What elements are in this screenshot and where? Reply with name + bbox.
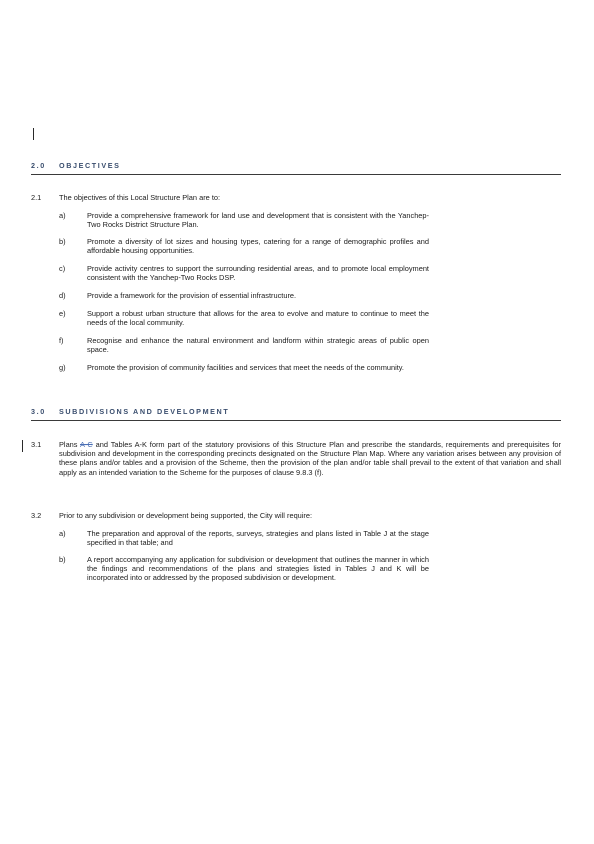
clause-2-1 <box>31 193 561 202</box>
item-label: b) <box>59 555 66 564</box>
list-item <box>59 336 429 354</box>
list-item <box>59 237 429 255</box>
clause-number: 2.1 <box>31 193 42 202</box>
clause-text: The objectives of this Local Structure Plan are to: <box>59 193 221 202</box>
item-text: The preparation and approval of the reports, surveys, strategies and plans listed in Table J at the stage specified in that table; and <box>87 529 429 548</box>
section-number: 3.0 <box>31 407 46 416</box>
section-number: 2.0 <box>31 161 46 170</box>
clause-3-2 <box>31 511 561 520</box>
item-text: Support a robust urban structure that allows for the area to evolve and mature to continue to meet the needs of the local community. <box>87 309 429 328</box>
item-text: Promote a diversity of lot sizes and housing types, catering for a range of demographic profiles and affordable housing opportunities. <box>87 237 429 256</box>
item-label: g) <box>59 363 66 372</box>
item-label: a) <box>59 529 66 538</box>
section-title: SUBDIVISIONS AND DEVELOPMENT <box>59 407 230 416</box>
item-label: e) <box>59 309 66 318</box>
list-item <box>59 555 429 583</box>
clause-text <box>59 440 561 477</box>
item-label: f) <box>59 336 64 345</box>
item-text: Provide a comprehensive framework for land use and development that is consistent with the Yanchep-Two Rocks District Structure Plan. <box>87 211 429 230</box>
clause-text-prefix: Plans <box>59 440 78 449</box>
item-text: Provide a framework for the provision of essential infrastructure. <box>87 291 297 300</box>
item-label: d) <box>59 291 66 300</box>
struck-text: A-C <box>80 440 93 449</box>
item-label: a) <box>59 211 66 220</box>
list-item <box>59 264 429 282</box>
item-text: Recognise and enhance the natural environment and landform within strategic areas of public open space. <box>87 336 429 355</box>
section-title: OBJECTIVES <box>59 161 121 170</box>
item-text: Promote the provision of community facilities and services that meet the needs of the community. <box>87 363 404 372</box>
section-heading-objectives <box>31 161 561 175</box>
item-text: A report accompanying any application for subdivision or development that outlines the manner in which the findings and recommendations of the plans and strategies listed in Tables J and K will be incorporated into or addressed by the proposed subdivision or development. <box>87 555 429 583</box>
clause-text-rest: and Tables A-K form part of the statutory provisions of this Structure Plan and prescribe the standards, requirements and prerequisites for subdivision and development in the corresponding precincts designated on the Structure Plan Map. Where any variation arises between any provision of these plans and/or tables and a provision of the Scheme, then the provision of the plan and/or table shall prevail to the extent of that variation and shall apply as an intended variation to the Scheme for the purposes of clause 9.8.3 (f). <box>59 440 561 477</box>
revision-change-bar <box>22 440 23 452</box>
item-text: Provide activity centres to support the surrounding residential areas, and to promote local employment consistent with the Yanchep-Two Rocks DSP. <box>87 264 429 283</box>
list-item <box>59 291 429 300</box>
section-heading-subdivisions <box>31 407 561 421</box>
list-item <box>59 309 429 327</box>
item-label: b) <box>59 237 66 246</box>
item-label: c) <box>59 264 66 273</box>
revision-change-bar <box>33 128 34 140</box>
clause-number: 3.1 <box>31 440 42 449</box>
clause-text: Prior to any subdivision or development being supported, the City will require: <box>59 511 313 520</box>
list-item <box>59 211 429 229</box>
list-item <box>59 529 429 547</box>
clause-number: 3.2 <box>31 511 42 520</box>
list-item <box>59 363 429 372</box>
clause-3-1 <box>31 440 561 477</box>
